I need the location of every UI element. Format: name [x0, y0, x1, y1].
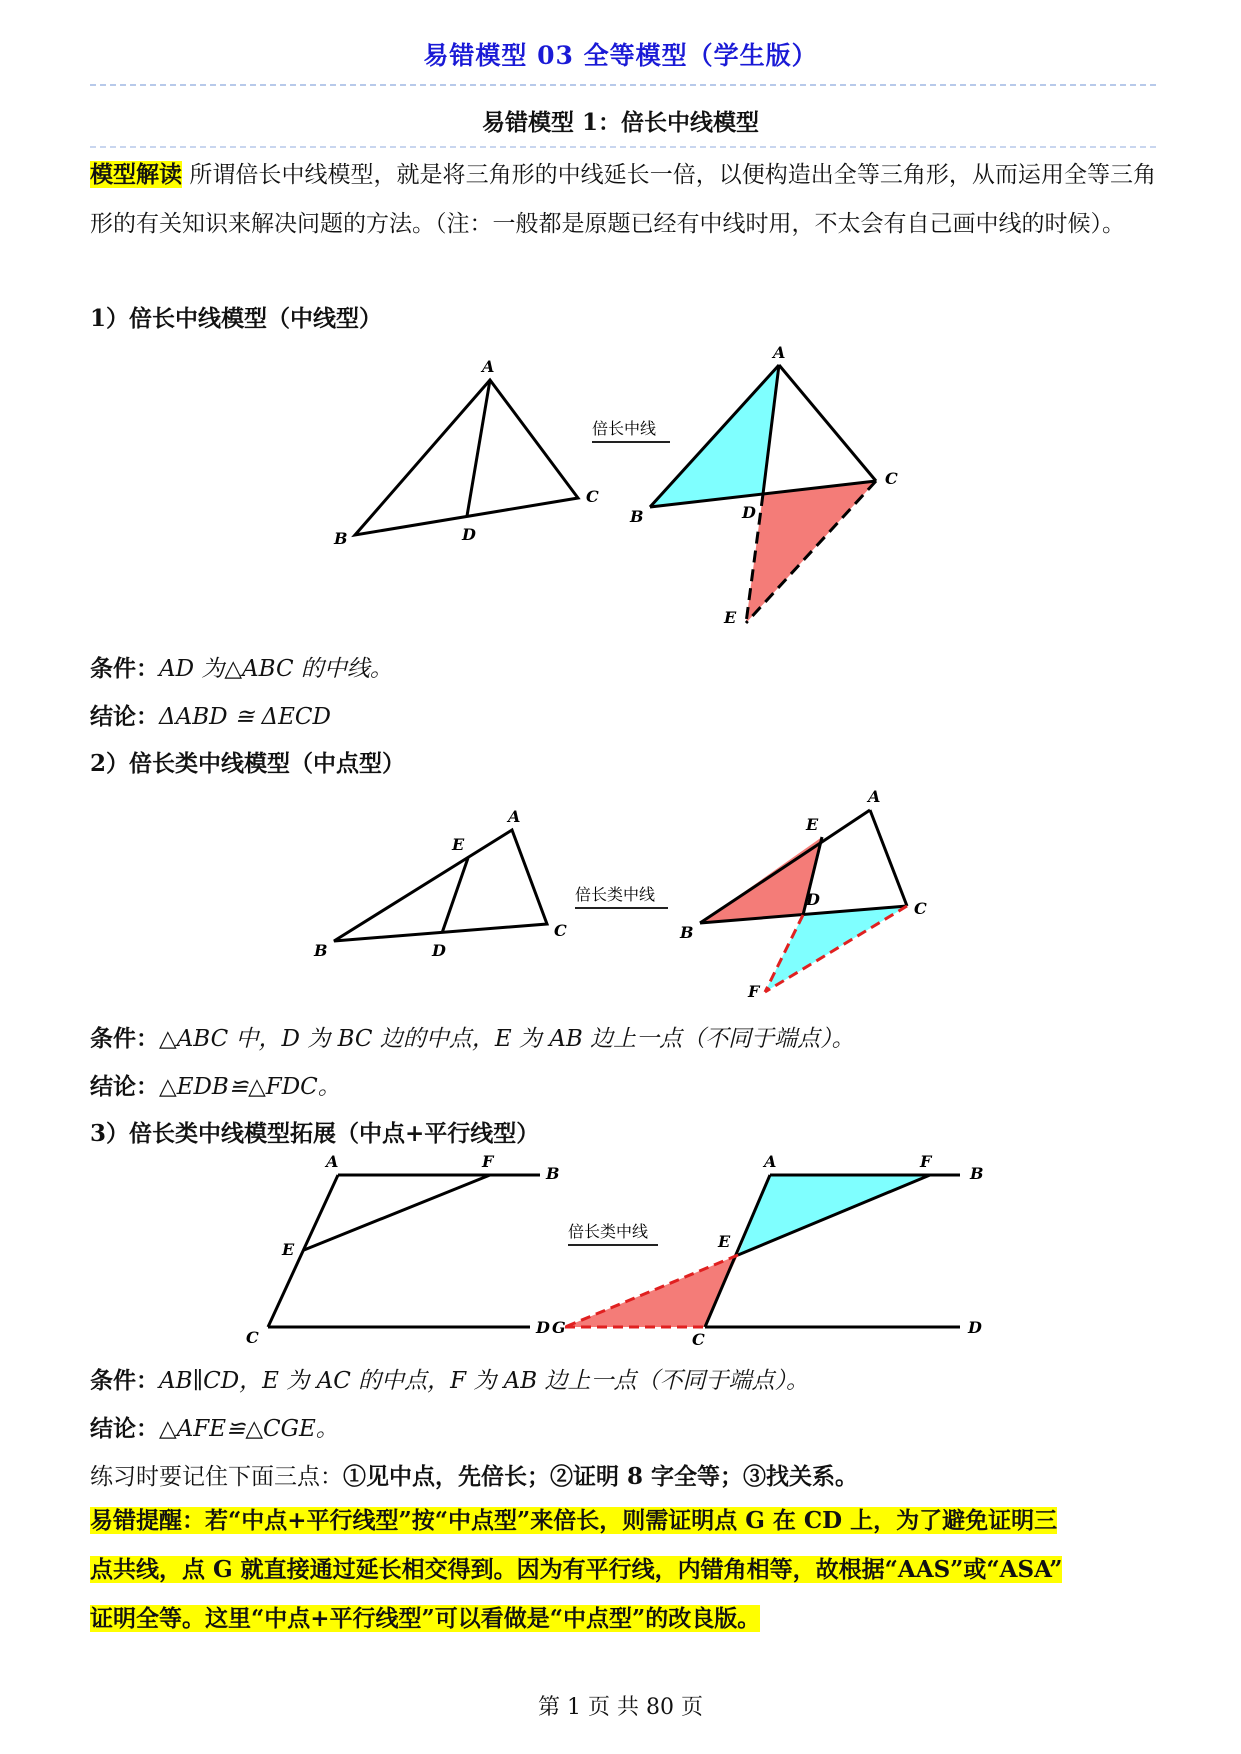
conclusion-text: △AFE≌△CGE。 [159, 1416, 339, 1442]
label-E: E [282, 1240, 295, 1259]
model3-right-figure [565, 1175, 960, 1327]
warning-line-1: 易错提醒：若“中点+平行线型”按“中点型”来倍长，则需证明点 G 在 CD 上，为了避免证明三 [90, 1507, 1058, 1534]
label-D: D [462, 525, 476, 544]
model3-conclusion [90, 1410, 339, 1443]
condition-text: △ABC 中，D 为 BC 边的中点，E 为 AB 边上一点（不同于端点）。 [159, 1026, 855, 1052]
label-B: B [314, 941, 328, 960]
label-C: C [586, 487, 599, 506]
conclusion-label: 结论： [90, 1415, 159, 1442]
label-C: C [914, 899, 927, 918]
model3-heading: 3）倍长类中线模型拓展（中点+平行线型） [90, 1120, 540, 1147]
label-B: B [680, 923, 694, 942]
label-A: A [764, 1155, 777, 1171]
model1-heading: 1）倍长中线模型（中线型） [90, 305, 383, 332]
model2-conclusion [90, 1068, 341, 1101]
model2-caption: 倍长类中线 [575, 885, 656, 904]
label-B: B [546, 1164, 560, 1183]
model1-figure [320, 340, 940, 630]
practice-text: ①见中点，先倍长；②证明 8 字全等；③找关系。 [343, 1463, 859, 1490]
label-F: F [482, 1155, 494, 1171]
label-A: A [773, 343, 786, 362]
condition-label: 条件： [90, 655, 159, 682]
label-F: F [920, 1155, 932, 1171]
model1-caption: 倍长中线 [592, 419, 657, 438]
label-B: B [630, 507, 644, 526]
condition-text: AD 为△ABC 的中线。 [159, 656, 393, 682]
intro-text: 所谓倍长中线模型，就是将三角形的中线延长一倍，以便构造出全等三角形，从而运用全等三角形的有关知识来解决问题的方法。（注：一般都是原题已经有中线时用，不太会有自己画中线的时候）。 [90, 162, 1157, 237]
label-E: E [806, 815, 819, 834]
label-D: D [536, 1318, 550, 1337]
label-D: D [968, 1318, 982, 1337]
condition-label: 条件： [90, 1025, 159, 1052]
label-B: B [970, 1164, 984, 1183]
section-divider [90, 146, 1156, 148]
label-A: A [868, 790, 881, 806]
model2-left-triangle [334, 830, 547, 941]
label-A: A [508, 807, 521, 826]
header-divider [90, 84, 1156, 86]
label-F: F [748, 982, 760, 1001]
salmon-triangle-cge [565, 1255, 738, 1327]
document-header-title: 易错模型 03 全等模型（学生版） [423, 41, 818, 70]
model1-conclusion [90, 698, 331, 731]
conclusion-label: 结论： [90, 703, 159, 730]
model1-condition [90, 650, 393, 683]
model1-left-triangle [355, 380, 578, 535]
practice-prefix: 练习时要记住下面三点： [90, 1464, 343, 1490]
label-A: A [326, 1155, 339, 1171]
model3-caption: 倍长类中线 [568, 1222, 649, 1241]
label-B: B [334, 529, 348, 548]
label-A: A [482, 357, 495, 376]
label-E: E [718, 1232, 731, 1251]
model2-right-figure [700, 810, 907, 992]
page-footer: 第 1 页 共 80 页 [538, 1695, 703, 1720]
model1-right-figure [650, 365, 876, 623]
model3-figure [240, 1155, 1000, 1345]
intro-paragraph [90, 150, 1156, 249]
label-D: D [432, 941, 446, 960]
label-C: C [692, 1330, 705, 1345]
practice-note [90, 1458, 858, 1491]
label-E: E [724, 608, 737, 627]
conclusion-text: ΔABD ≅ ΔECD [159, 704, 331, 730]
conclusion-text: △EDB≌△FDC。 [159, 1074, 341, 1100]
label-C: C [246, 1328, 259, 1345]
model3-condition [90, 1362, 809, 1395]
model3-left-figure [268, 1175, 540, 1327]
label-C: C [554, 921, 567, 940]
intro-tag: 模型解读 [90, 161, 183, 188]
model2-heading: 2）倍长类中线模型（中点型） [90, 750, 406, 777]
model2-figure [300, 790, 940, 1005]
label-D: D [806, 890, 820, 909]
label-D: D [742, 503, 756, 522]
warning-line-3: 证明全等。这里“中点+平行线型”可以看做是“中点型”的改良版。 [90, 1605, 761, 1632]
warning-block [90, 1496, 1156, 1643]
label-C: C [885, 469, 898, 488]
warning-line-2: 点共线，点 G 就直接通过延长相交得到。因为有平行线，内错角相等，故根据“AAS”或“ASA” [90, 1556, 1063, 1583]
label-E: E [452, 835, 465, 854]
label-G: G [552, 1318, 566, 1337]
conclusion-label: 结论： [90, 1073, 159, 1100]
condition-text: AB∥CD，E 为 AC 的中点，F 为 AB 边上一点（不同于端点）。 [159, 1368, 810, 1394]
model2-condition [90, 1020, 855, 1053]
section-title: 易错模型 1：倍长中线模型 [481, 109, 759, 136]
condition-label: 条件： [90, 1367, 159, 1394]
